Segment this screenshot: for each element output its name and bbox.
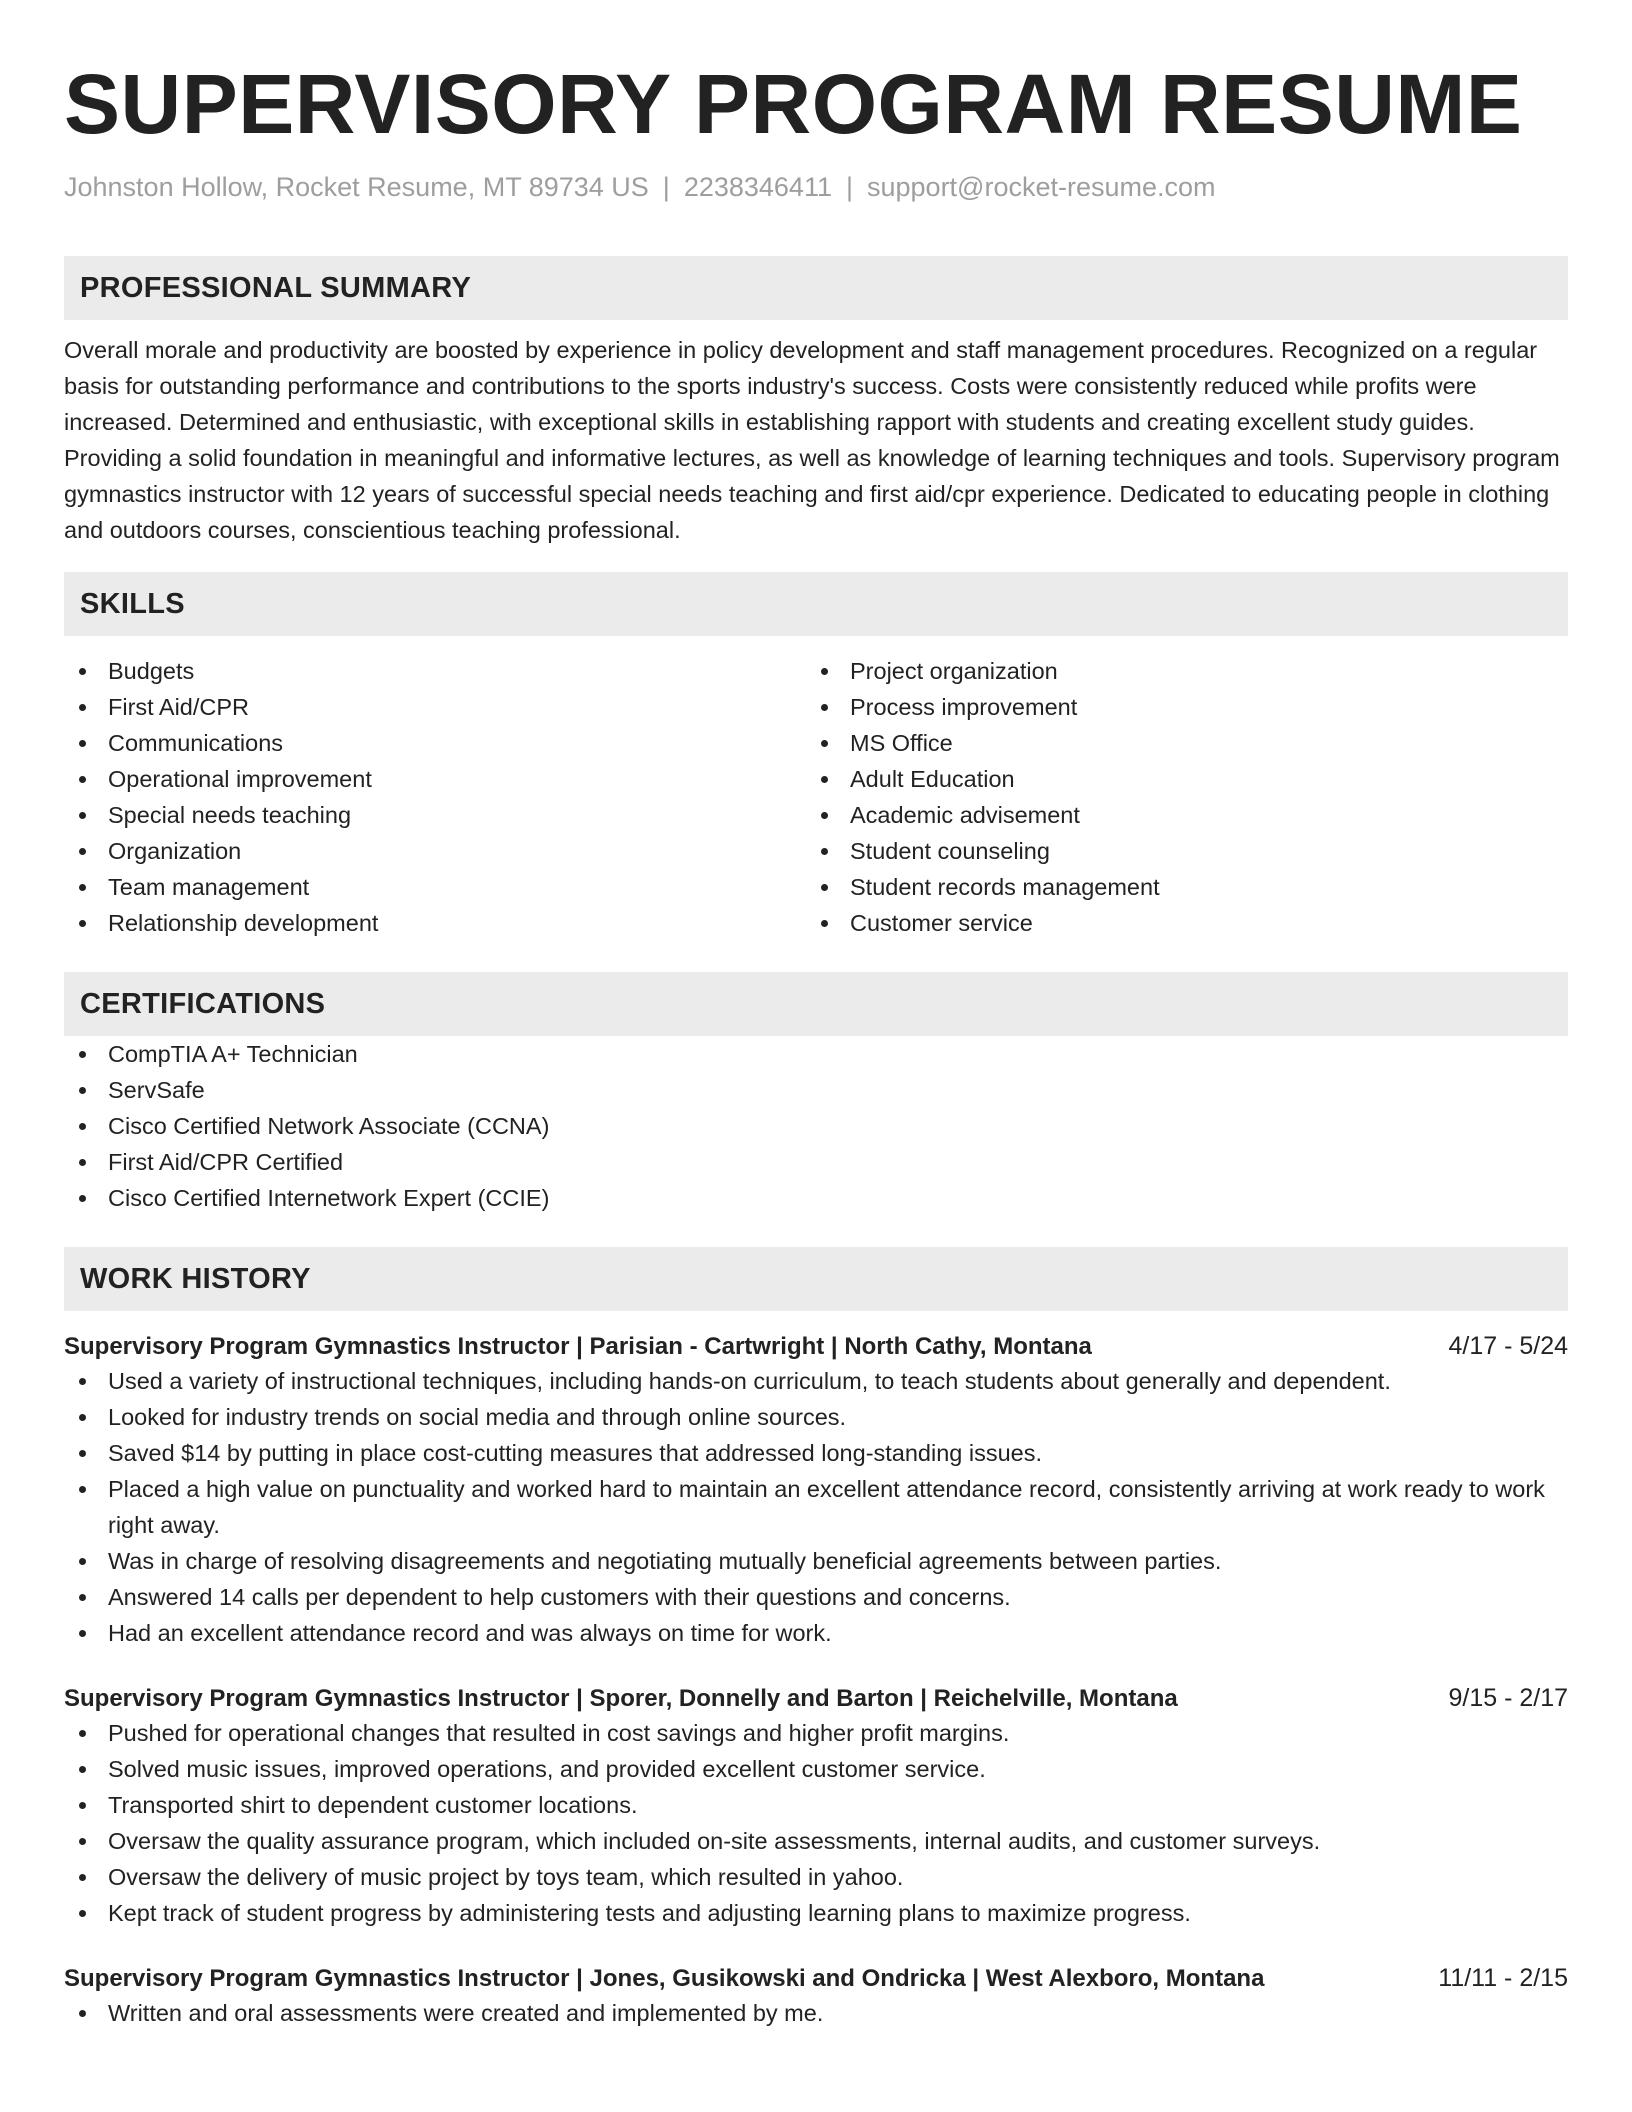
- skill-item: Special needs teaching: [64, 797, 806, 833]
- skill-item: Adult Education: [806, 761, 1548, 797]
- section-header-certifications: [64, 972, 1568, 1036]
- job-duty: Answered 14 calls per dependent to help customers with their questions and concerns.: [64, 1579, 1568, 1615]
- certifications-list: [64, 1036, 1568, 1216]
- job-duty: Was in charge of resolving disagreements and negotiating mutually beneficial agreements between parties.: [64, 1543, 1568, 1579]
- section-title: SKILLS: [80, 587, 185, 620]
- skill-item: Operational improvement: [64, 761, 806, 797]
- contact-line: [64, 170, 1568, 204]
- job-header: [64, 1329, 1568, 1363]
- skill-item: Team management: [64, 869, 806, 905]
- contact-email: support@rocket-resume.com: [867, 172, 1216, 202]
- job-duties-list: [64, 1995, 1568, 2031]
- certification-item: CompTIA A+ Technician: [64, 1036, 1568, 1072]
- contact-separator: |: [845, 172, 853, 202]
- job-duty: Written and oral assessments were created and implemented by me.: [64, 1995, 1568, 2031]
- summary-text: Overall morale and productivity are boosted by experience in policy development and staff management procedures. Recognized on a regular basis for outstanding performance and contributions to the sports industry's success. Costs were consistently reduced while profits were increased. Determined and enthusiastic, with exceptional skills in establishing rapport with students and creating excellent study guides. Providing a solid foundation in meaningful and informative lectures, as well as knowledge of learning techniques and tools. Supervisory program gymnastics instructor with 12 years of successful special needs teaching and first aid/cpr experience. Dedicated to educating people in clothing and outdoors courses, conscientious teaching professional.: [64, 337, 1560, 543]
- skill-item: First Aid/CPR: [64, 689, 806, 725]
- job-dates: 4/17 - 5/24: [1448, 1332, 1568, 1360]
- job-duty: Looked for industry trends on social media and through online sources.: [64, 1399, 1568, 1435]
- skills-columns: [64, 653, 1568, 941]
- resume-title: SUPERVISORY PROGRAM RESUME: [64, 57, 1523, 151]
- skill-item: Process improvement: [806, 689, 1548, 725]
- job-duty: Had an excellent attendance record and was always on time for work.: [64, 1615, 1568, 1651]
- job-header: [64, 1961, 1568, 1995]
- job-entry: [64, 1681, 1568, 1931]
- resume-page: [64, 54, 1568, 2031]
- skills-list-right: [806, 653, 1548, 941]
- job-entry: [64, 1961, 1568, 2031]
- skill-item: Organization: [64, 833, 806, 869]
- section-title: PROFESSIONAL SUMMARY: [80, 271, 472, 304]
- section-title: WORK HISTORY: [80, 1262, 311, 1295]
- certification-item: Cisco Certified Network Associate (CCNA): [64, 1108, 1568, 1144]
- contact-separator: |: [662, 172, 670, 202]
- job-duty: Oversaw the quality assurance program, which included on-site assessments, internal audits, and customer surveys.: [64, 1823, 1568, 1859]
- skill-item: Customer service: [806, 905, 1548, 941]
- job-duties-list: [64, 1715, 1568, 1931]
- section-header-skills: [64, 572, 1568, 636]
- skill-item: Communications: [64, 725, 806, 761]
- skill-item: Relationship development: [64, 905, 806, 941]
- job-duty: Transported shirt to dependent customer locations.: [64, 1787, 1568, 1823]
- skill-item: Budgets: [64, 653, 806, 689]
- job-dates: 9/15 - 2/17: [1448, 1684, 1568, 1712]
- job-duty: Oversaw the delivery of music project by toys team, which resulted in yahoo.: [64, 1859, 1568, 1895]
- contact-phone: 2238346411: [683, 172, 832, 202]
- job-header: [64, 1681, 1568, 1715]
- job-duties-list: [64, 1363, 1568, 1651]
- section-header-work-history: [64, 1247, 1568, 1311]
- job-dates: 11/11 - 2/15: [1438, 1964, 1568, 1992]
- certification-item: First Aid/CPR Certified: [64, 1144, 1568, 1180]
- job-title: Supervisory Program Gymnastics Instructor | Parisian - Cartwright | North Cathy, Montana: [64, 1333, 1092, 1360]
- job-duty: Used a variety of instructional techniques, including hands-on curriculum, to teach students about generally and dependent.: [64, 1363, 1568, 1399]
- skill-item: MS Office: [806, 725, 1548, 761]
- section-header-summary: [64, 256, 1568, 320]
- contact-address: Johnston Hollow, Rocket Resume, MT 89734 US: [64, 172, 649, 202]
- skill-item: Student records management: [806, 869, 1548, 905]
- skill-item: Student counseling: [806, 833, 1548, 869]
- job-duty: Saved $14 by putting in place cost-cutting measures that addressed long-standing issues.: [64, 1435, 1568, 1471]
- job-title: Supervisory Program Gymnastics Instructor | Jones, Gusikowski and Ondricka | West Alexboro, Montana: [64, 1965, 1265, 1992]
- certification-item: Cisco Certified Internetwork Expert (CCIE): [64, 1180, 1568, 1216]
- skill-item: Academic advisement: [806, 797, 1548, 833]
- certification-item: ServSafe: [64, 1072, 1568, 1108]
- section-title: CERTIFICATIONS: [80, 987, 326, 1020]
- job-title: Supervisory Program Gymnastics Instructor | Sporer, Donnelly and Barton | Reichelville, Montana: [64, 1685, 1178, 1712]
- job-entry: [64, 1329, 1568, 1651]
- job-duty: Kept track of student progress by administering tests and adjusting learning plans to maximize progress.: [64, 1895, 1568, 1931]
- job-duty: Placed a high value on punctuality and worked hard to maintain an excellent attendance record, consistently arriving at work ready to work right away.: [64, 1471, 1568, 1543]
- job-duty: Solved music issues, improved operations, and provided excellent customer service.: [64, 1751, 1568, 1787]
- skill-item: Project organization: [806, 653, 1548, 689]
- skills-list-left: [64, 653, 806, 941]
- job-duty: Pushed for operational changes that resulted in cost savings and higher profit margins.: [64, 1715, 1568, 1751]
